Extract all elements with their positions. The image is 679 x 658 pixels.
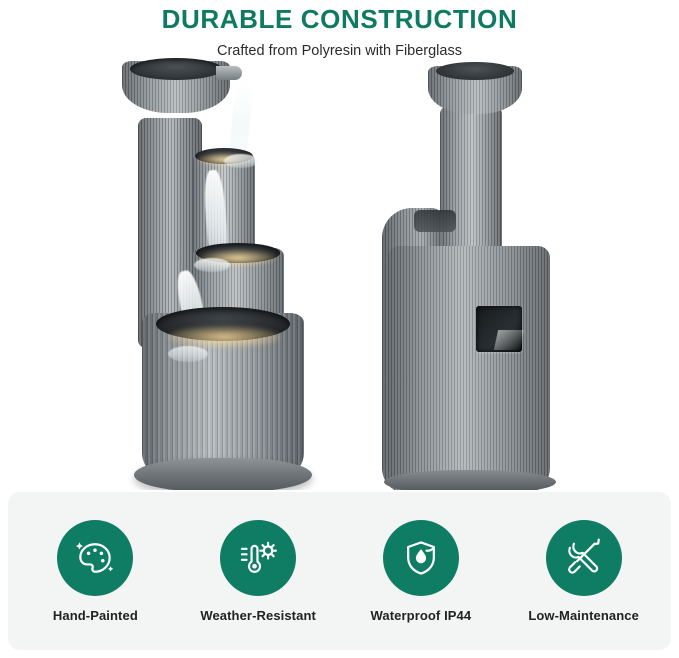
fountain-front-view xyxy=(120,58,330,490)
product-image xyxy=(0,58,679,490)
feature-label: Waterproof IP44 xyxy=(370,607,472,623)
water-splash-base xyxy=(168,346,208,362)
page-subtitle: Crafted from Polyresin with Fiberglass xyxy=(217,43,462,60)
feature-label: Low-Maintenance xyxy=(528,607,639,623)
thermometer-sun-icon xyxy=(220,520,296,596)
back-base-foot xyxy=(384,470,556,490)
feature-hand-painted xyxy=(20,520,170,623)
feature-waterproof xyxy=(346,520,496,623)
shield-droplet-icon xyxy=(383,520,459,596)
back-top-bowl-cavity xyxy=(436,62,514,80)
feature-bar xyxy=(8,492,671,650)
header xyxy=(0,0,679,61)
back-main-body xyxy=(388,246,550,490)
page-title: DURABLE CONSTRUCTION xyxy=(161,4,518,34)
panel-highlight xyxy=(494,330,524,350)
wrench-screwdriver-icon xyxy=(546,520,622,596)
top-spout xyxy=(216,66,242,80)
palette-icon xyxy=(57,520,133,596)
feature-label: Hand-Painted xyxy=(52,607,138,623)
base-foot xyxy=(134,458,312,490)
water-splash-middle xyxy=(194,258,230,272)
water-splash-upper xyxy=(224,154,258,168)
top-basin-cavity xyxy=(130,58,222,80)
feature-label: Weather-Resistant xyxy=(200,607,316,623)
back-notch xyxy=(414,210,456,232)
fountain-back-view xyxy=(370,58,590,490)
feature-low-maintenance xyxy=(509,520,659,623)
led-glow-base xyxy=(168,326,280,348)
feature-weather-resistant xyxy=(183,520,333,623)
